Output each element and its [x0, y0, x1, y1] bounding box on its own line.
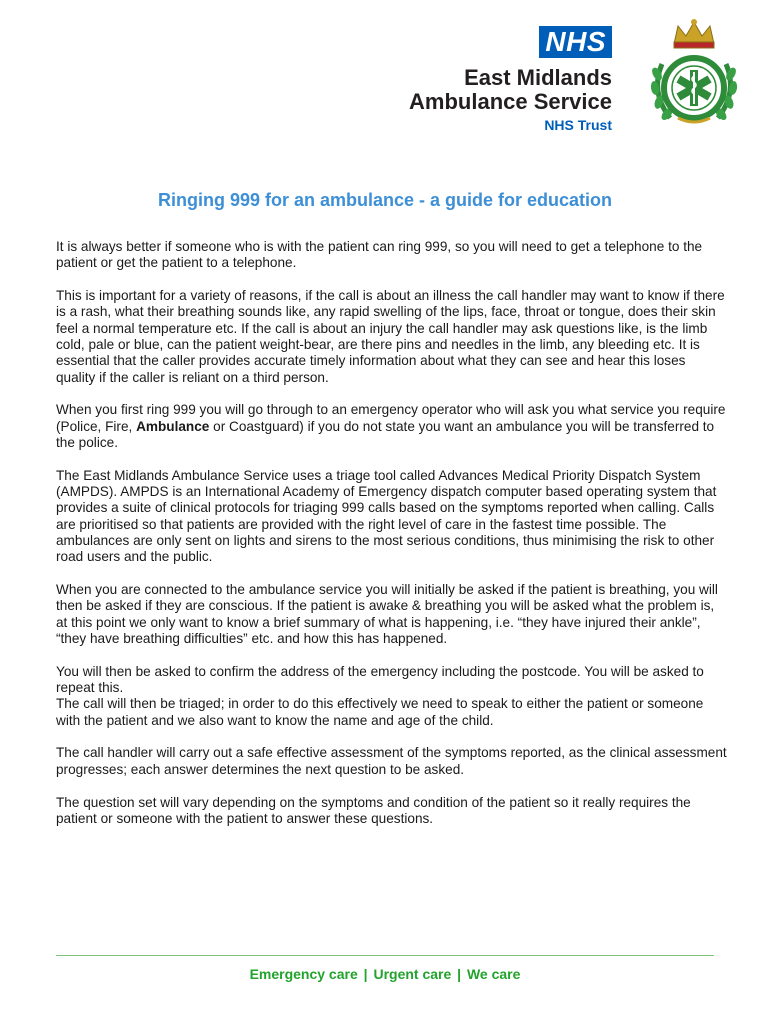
org-identity	[409, 26, 612, 134]
footer-item-we-care: We care	[466, 966, 521, 982]
paragraph: The East Midlands Ambulance Service uses a triage tool called Advances Medical Priority Dispatch System (AMPDS). AMPDS is an International Academy of Emergency dispatch computer based operating system that provides a suite of clinical protocols for triaging 999 calls based on the symptoms reported when calling. Calls are prioritised so that patients are provided with the right level of care in the fastest time possible. The ambulances are only sent on lights and sirens to the most serious conditions, thus minimising the risk to other road users and the public.	[56, 467, 717, 565]
crest-svg	[640, 14, 748, 132]
paragraph-text: You will then be asked to confirm the address of the emergency including the postcode. You will be asked to repeat this.	[56, 663, 704, 696]
footer-separator: |	[363, 966, 368, 982]
paragraph	[56, 664, 728, 729]
footer-divider	[56, 955, 714, 956]
footer-item-emergency: Emergency care	[249, 966, 358, 982]
footer-tagline	[0, 966, 770, 982]
emphasis-ambulance: Ambulance	[136, 418, 210, 434]
org-trust: NHS Trust	[544, 117, 612, 133]
paragraph-text: The call will then be triaged; in order to do this effectively we need to speak to either the patient or someone with the patient and we also want to know the name and age of the child.	[56, 696, 704, 728]
paragraph: The question set will vary depending on the symptoms and condition of the patient so it really requires the patient or someone with the patient to answer these questions.	[56, 794, 691, 826]
paragraph-text: or Coastguard) if you do not state you want an ambulance you will be transferred to the police.	[56, 418, 715, 450]
paragraph: This is important for a variety of reasons, if the call is about an illness the call handler may want to know if there is a rash, what their breathing sounds like, any rapid swelling of the lips, face, throat or tongue, does their skin feel a normal temperature etc. If the call is about an injury the call handler may ask questions like, is the limb cold, pale or blue, can the patient weight-bear, are there pins and needles in the limb, any bleeding etc. It is essential that the caller provides accurate timely information about what they can see and hear this loses quality if the caller is reliant on a third person.	[56, 288, 725, 385]
paragraph-text: When you first ring 999 you will go through to an emergency operator who will ask you what service you require (Police, Fire,	[56, 402, 726, 434]
ambulance-service-crest-icon	[640, 14, 748, 132]
paragraph: The call handler will carry out a safe effective assessment of the symptoms reported, as the clinical assessment progresses; each answer determines the next question to be asked.	[56, 745, 727, 777]
nhs-logo: NHS	[539, 26, 612, 58]
paragraph: When you are connected to the ambulance service you will initially be asked if the patient is breathing, you will then be asked if they are conscious. If the patient is awake & breathing you will be asked what the problem is, at this point we only want to know a brief summary of what is happening, i.e. “they have injured their ankle”, “they have breathing difficulties” etc. and how this has happened.	[56, 582, 718, 646]
page-title: Ringing 999 for an ambulance - a guide for education	[157, 190, 613, 210]
footer-separator: |	[457, 966, 462, 982]
org-name-line2: Ambulance Service	[409, 89, 612, 114]
org-name-line1: East Midlands	[464, 65, 612, 90]
paragraph: It is always better if someone who is with the patient can ring 999, so you will need to get a telephone to the patient or get the patient to a telephone.	[56, 239, 703, 271]
body-text	[56, 239, 728, 844]
footer-item-urgent: Urgent care	[373, 966, 452, 982]
letterhead	[0, 0, 770, 140]
paragraph	[56, 402, 728, 451]
